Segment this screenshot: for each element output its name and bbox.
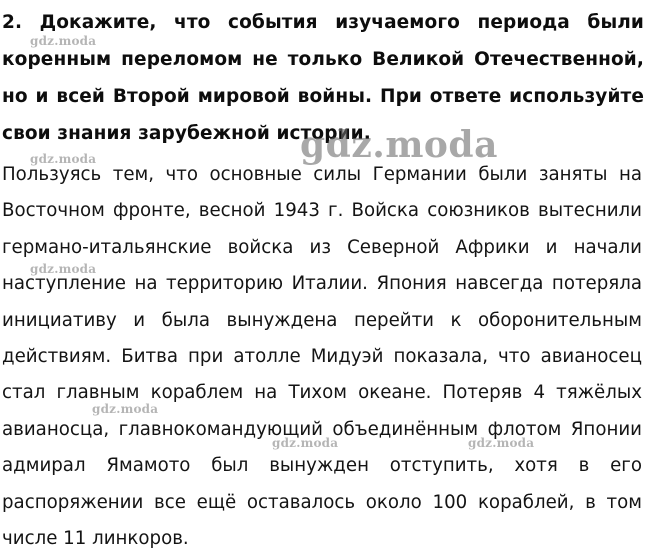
question-text: 2. Докажите, что события изучаемого периода были коренным переломом не только Великой Отечественной, но и всей Второй мировой войны. При ответе используйте свои знания зарубежной истории. xyxy=(2,12,644,144)
watermark: gdz.moda xyxy=(272,436,339,450)
answer-text: Пользуясь тем, что основные силы Германии были заняты на Восточном фронте, весной 1943 г. Войска союзников вытеснили германо-итальянские войска из Северной Африки и начали наступление на территорию Италии. Япония навсегда потеряла инициативу и была вынуждена перейти к оборонительным действиям. Битва при атолле Мидуэй показала, что авианосец стал главным кораблем на Тихом океане. Потеряв 4 тяжёлых авианосца, главнокомандующий объединённым флотом Японии адмирал Ямамото был вынужден отступить, хотя в его распоряжении все ещё оставалось около 100 кораблей, в том числе 11 линкоров. xyxy=(2,164,642,550)
watermark: gdz.moda xyxy=(30,262,97,276)
watermark-large: gdz.moda xyxy=(300,124,498,166)
watermark: gdz.moda xyxy=(92,402,159,416)
watermark: gdz.moda xyxy=(30,152,97,166)
watermark: gdz.moda xyxy=(30,34,97,48)
watermark: gdz.moda xyxy=(468,436,535,450)
